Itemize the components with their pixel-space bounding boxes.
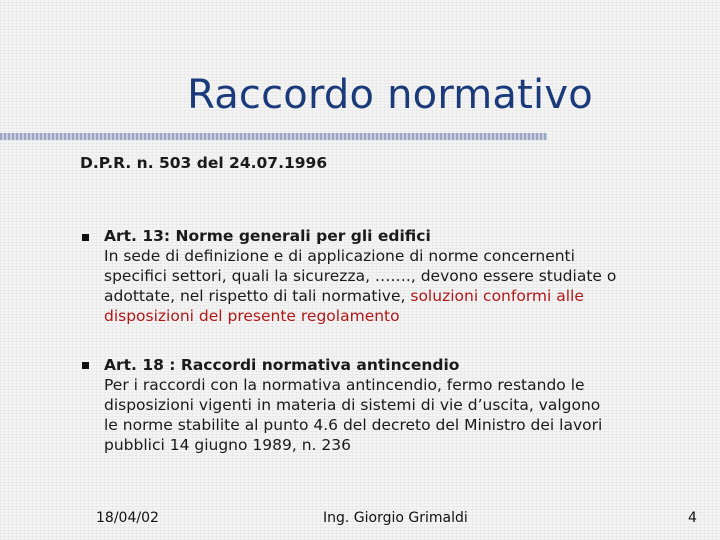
footer-date: 18/04/02 — [96, 510, 159, 526]
article-13-line-3 — [104, 286, 704, 306]
article-18-line-4: pubblici 14 giugno 1989, n. 236 — [104, 436, 351, 454]
article-18-line-3: le norme stabilite al punto 4.6 del decreto del Ministro dei lavori — [104, 416, 603, 434]
article-13-highlight-2: disposizioni del presente regolamento — [104, 307, 400, 325]
footer-author: Ing. Giorgio Grimaldi — [323, 510, 468, 526]
footer-page-number: 4 — [688, 510, 697, 526]
bullet-square-icon — [82, 234, 89, 241]
article-13-line-3-text: adottate, nel rispetto di tali normative, — [104, 287, 411, 305]
article-13-highlight-1: soluzioni conformi alle — [410, 287, 584, 305]
article-18-heading: Art. 18 : Raccordi normativa antincendio — [104, 356, 460, 374]
slide-subtitle: D.P.R. n. 503 del 24.07.1996 — [80, 154, 328, 172]
article-13-line-1: In sede di definizione e di applicazione di norme concernenti — [104, 247, 575, 265]
bullet-square-icon — [82, 362, 89, 369]
title-underline — [0, 133, 547, 140]
article-13-line-2: specifici settori, quali la sicurezza, ……., devono essere studiate o — [104, 267, 617, 285]
article-13 — [104, 226, 704, 326]
article-18-line-1: Per i raccordi con la normativa antincendio, fermo restando le — [104, 376, 585, 394]
slide-title: Raccordo normativo — [187, 72, 593, 118]
article-18 — [104, 355, 704, 455]
article-18-line-2: disposizioni vigenti in materia di sistemi di vie d’uscita, valgono — [104, 396, 601, 414]
article-13-heading: Art. 13: Norme generali per gli edifici — [104, 227, 431, 245]
